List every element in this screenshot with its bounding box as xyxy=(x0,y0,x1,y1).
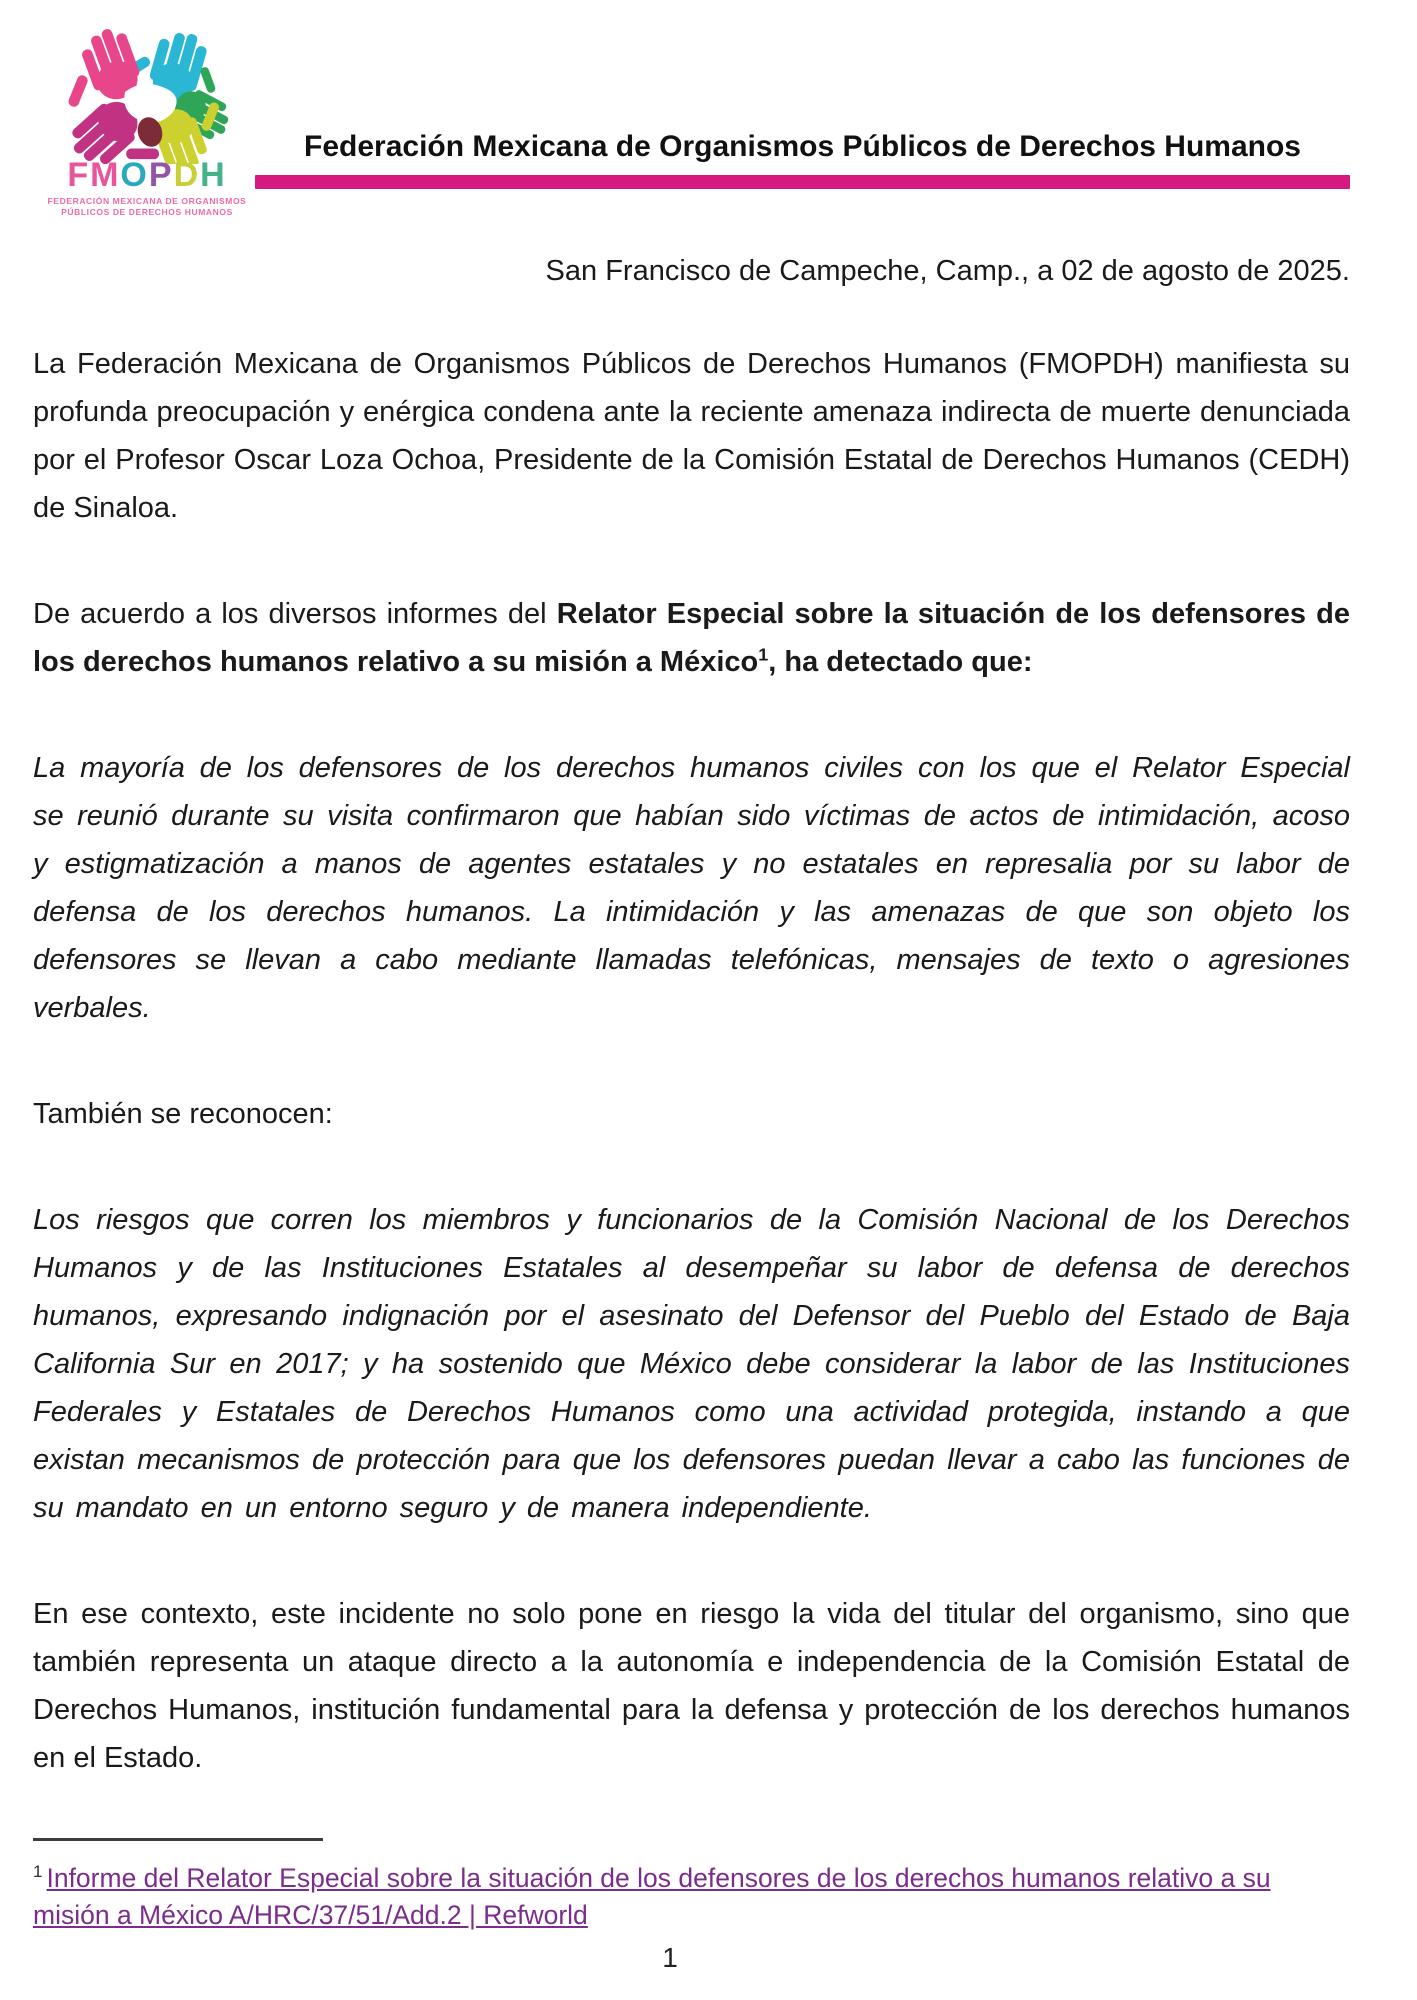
footnote-reference: 1 xyxy=(758,644,769,665)
logo-letter: F xyxy=(67,156,91,194)
logo-letter: O xyxy=(120,156,149,194)
letterhead xyxy=(0,12,1417,222)
footnote-marker: 1 xyxy=(33,1862,43,1881)
footnote-text xyxy=(33,1853,1350,1934)
logo-letter: P xyxy=(148,156,174,194)
letter-body xyxy=(33,255,1350,1840)
logo-letter: D xyxy=(173,156,201,194)
logo-acronym xyxy=(42,158,252,192)
logo-caption-line1: FEDERACIÓN MEXICANA DE ORGANISMOS xyxy=(47,196,247,206)
organization-title: Federación Mexicana de Organismos Públicos de Derechos Humanos xyxy=(304,130,1301,163)
fmopdh-logo xyxy=(42,14,252,217)
paragraph-reports-tail: , ha detectado que: xyxy=(768,646,1033,678)
title-underline-bar xyxy=(255,175,1350,189)
paragraph-reports-bold: Relator Especial sobre la situación de los defensores de los derechos humanos relativo a su misión a México xyxy=(33,598,1350,678)
hands-logo-icon xyxy=(47,14,247,164)
footnote-area xyxy=(33,1838,1350,1934)
logo-caption xyxy=(42,196,252,217)
logo-letter: M xyxy=(90,156,121,194)
paragraph-reports-prefix: De acuerdo a los diversos informes del xyxy=(33,598,557,630)
footnote-separator xyxy=(33,1838,323,1841)
paragraph-context: En ese contexto, este incidente no solo pone en riesgo la vida del titular del organismo, sino que también representa un ataque directo a la autonomía e independencia de la Comisión Estatal de Derechos Humanos, institución fundamental para la defensa y protección de los derechos humanos en el Estado. xyxy=(33,1598,1350,1774)
quote-rapporteur-findings: La mayoría de los defensores de los derechos humanos civiles con los que el Relator Especial se reunió durante su visita confirmaron que habían sido víctimas de actos de intimidación, acoso y estigmatización a manos de agentes estatales y no estatales en represalia por su labor de defensa de los derechos humanos. La intimidación y las amenazas de que son objeto los defensores se llevan a cabo mediante llamadas telefónicas, mensajes de texto o agresiones verbales. xyxy=(33,752,1350,1024)
logo-caption-line2: PÚBLICOS DE DERECHOS HUMANOS xyxy=(61,206,233,217)
paragraph-reports xyxy=(33,590,1350,686)
footnote-refworld-link[interactable]: Informe del Relator Especial sobre la situación de los defensores de los derechos humanos relativo a su misión a México A/HRC/37/51/Add.2 | Refworld xyxy=(33,1862,1271,1930)
paragraph-also-recognized: También se reconocen: xyxy=(33,1098,333,1130)
paragraph-intro: La Federación Mexicana de Organismos Públicos de Derechos Humanos (FMOPDH) manifiesta su profunda preocupación y enérgica condena ante la reciente amenaza indirecta de muerte denunciada por el Profesor Oscar Loza Ochoa, Presidente de la Comisión Estatal de Derechos Humanos (CEDH) de Sinaloa. xyxy=(33,348,1350,524)
dateline: San Francisco de Campeche, Camp., a 02 de agosto de 2025. xyxy=(545,255,1350,287)
logo-letter: H xyxy=(200,156,227,194)
letterhead-title-block xyxy=(255,130,1350,189)
page-number: 1 xyxy=(662,1942,678,1973)
quote-risks: Los riesgos que corren los miembros y funcionarios de la Comisión Nacional de los Derechos Humanos y de las Instituciones Estatales al desempeñar su labor de defensa de derechos humanos, expresando indignación por el asesinato del Defensor del Pueblo del Estado de Baja California Sur en 2017; y ha sostenido que México debe considerar la labor de las Instituciones Federales y Estatales de Derechos Humanos como una actividad protegida, instando a que existan mecanismos de protección para que los defensores puedan llevar a cabo las funciones de su mandato en un entorno seguro y de manera independiente. xyxy=(33,1204,1350,1524)
